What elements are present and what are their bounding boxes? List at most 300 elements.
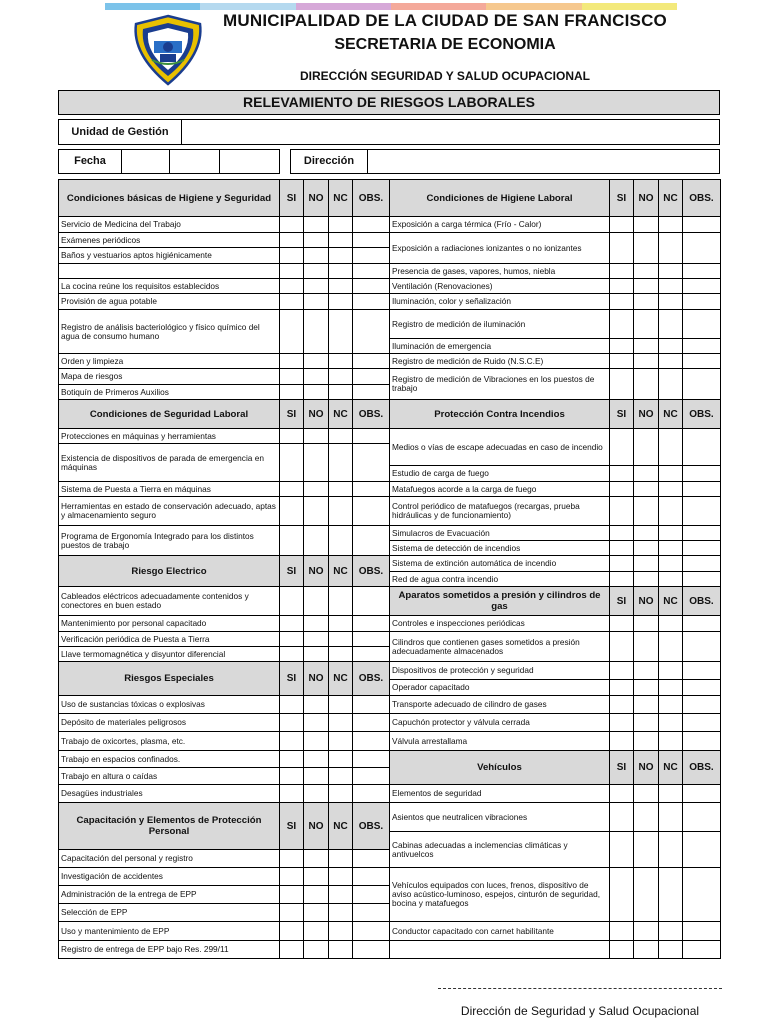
answer-cell-obs[interactable] bbox=[683, 429, 721, 466]
answer-cell-obs[interactable] bbox=[353, 768, 390, 785]
column-header-si: SI bbox=[280, 556, 304, 587]
checklist-item-left: Sistema de Puesta a Tierra en máquinas bbox=[59, 482, 280, 497]
answer-cell-si[interactable] bbox=[280, 310, 304, 354]
checklist-item-right: Registro de medición de Ruido (N.S.C.E) bbox=[390, 354, 610, 369]
answer-cell-obs[interactable] bbox=[353, 294, 390, 310]
answer-cell-si[interactable] bbox=[280, 768, 304, 785]
answer-cell-nc[interactable] bbox=[329, 850, 353, 868]
answer-cell-si[interactable] bbox=[610, 785, 634, 803]
answer-cell-si[interactable] bbox=[280, 497, 304, 526]
answer-cell-si[interactable] bbox=[610, 680, 634, 696]
answer-cell-obs[interactable] bbox=[683, 803, 721, 832]
answer-cell-obs[interactable] bbox=[353, 868, 390, 886]
answer-cell-si[interactable] bbox=[280, 714, 304, 732]
checklist-item-left: Trabajo en espacios confinados. bbox=[59, 751, 280, 768]
answer-cell-nc[interactable] bbox=[329, 369, 353, 385]
table-row bbox=[59, 868, 721, 886]
answer-cell-nc[interactable] bbox=[659, 922, 683, 941]
answer-cell-si[interactable] bbox=[280, 587, 304, 616]
answer-cell-nc[interactable] bbox=[329, 616, 353, 632]
answer-cell-nc[interactable] bbox=[329, 497, 353, 526]
answer-cell-no[interactable] bbox=[634, 294, 659, 310]
answer-cell-obs[interactable] bbox=[683, 680, 721, 696]
answer-cell-obs[interactable] bbox=[353, 941, 390, 959]
answer-cell-nc[interactable] bbox=[329, 294, 353, 310]
answer-cell-obs[interactable] bbox=[353, 922, 390, 941]
answer-cell-nc[interactable] bbox=[659, 541, 683, 556]
column-header-no: NO bbox=[304, 556, 329, 587]
answer-cell-nc[interactable] bbox=[329, 482, 353, 497]
answer-cell-nc[interactable] bbox=[329, 354, 353, 369]
answer-cell-no[interactable] bbox=[304, 647, 329, 662]
answer-cell-obs[interactable] bbox=[683, 632, 721, 662]
answer-cell-no[interactable] bbox=[304, 696, 329, 714]
table-row bbox=[59, 616, 721, 632]
answer-cell-nc[interactable] bbox=[659, 632, 683, 662]
column-header-nc: NC bbox=[329, 180, 353, 217]
answer-cell-obs[interactable] bbox=[683, 526, 721, 541]
answer-cell-obs[interactable] bbox=[683, 217, 721, 233]
answer-cell-no[interactable] bbox=[634, 696, 659, 714]
answer-cell-si[interactable] bbox=[610, 217, 634, 233]
answer-cell-no[interactable] bbox=[304, 526, 329, 556]
answer-cell-si[interactable] bbox=[280, 354, 304, 369]
checklist-item-left: Orden y limpieza bbox=[59, 354, 280, 369]
column-header-nc: NC bbox=[329, 803, 353, 850]
answer-cell-nc[interactable] bbox=[659, 556, 683, 572]
answer-cell-no[interactable] bbox=[304, 751, 329, 768]
checklist-item-left: Protecciones en máquinas y herramientas bbox=[59, 429, 280, 444]
answer-cell-si[interactable] bbox=[280, 385, 304, 400]
answer-cell-no[interactable] bbox=[634, 616, 659, 632]
answer-cell-obs[interactable] bbox=[683, 541, 721, 556]
answer-cell-obs[interactable] bbox=[353, 785, 390, 803]
answer-cell-obs[interactable] bbox=[683, 339, 721, 354]
answer-cell-obs[interactable] bbox=[353, 248, 390, 264]
answer-cell-no[interactable] bbox=[634, 354, 659, 369]
answer-cell-nc[interactable] bbox=[659, 294, 683, 310]
answer-cell-no[interactable] bbox=[304, 941, 329, 959]
column-header-obs: OBS. bbox=[353, 803, 390, 850]
answer-cell-nc[interactable] bbox=[329, 217, 353, 233]
answer-cell-nc[interactable] bbox=[659, 369, 683, 400]
answer-cell-nc[interactable] bbox=[329, 310, 353, 354]
answer-cell-si[interactable] bbox=[280, 922, 304, 941]
answer-cell-si[interactable] bbox=[610, 632, 634, 662]
answer-cell-si[interactable] bbox=[280, 632, 304, 647]
section-header-right: Aparatos sometidos a presión y cilindros de gas bbox=[390, 587, 610, 616]
date-field[interactable] bbox=[58, 149, 280, 174]
answer-cell-obs[interactable] bbox=[353, 751, 390, 768]
column-header-nc: NC bbox=[659, 400, 683, 429]
answer-cell-nc[interactable] bbox=[329, 647, 353, 662]
answer-cell-si[interactable] bbox=[280, 233, 304, 248]
answer-cell-si[interactable] bbox=[610, 662, 634, 680]
answer-cell-no[interactable] bbox=[304, 354, 329, 369]
answer-cell-no[interactable] bbox=[634, 662, 659, 680]
answer-cell-si[interactable] bbox=[610, 556, 634, 572]
answer-cell-obs[interactable] bbox=[353, 354, 390, 369]
answer-cell-nc[interactable] bbox=[659, 233, 683, 264]
answer-cell-obs[interactable] bbox=[353, 526, 390, 556]
answer-cell-si[interactable] bbox=[610, 497, 634, 526]
answer-cell-si[interactable] bbox=[280, 785, 304, 803]
answer-cell-si[interactable] bbox=[280, 482, 304, 497]
answer-cell-obs[interactable] bbox=[683, 696, 721, 714]
answer-cell-no[interactable] bbox=[634, 497, 659, 526]
checklist-item-right: Sistema de extinción automática de incendio bbox=[390, 556, 610, 572]
answer-cell-obs[interactable] bbox=[683, 354, 721, 369]
answer-cell-si[interactable] bbox=[610, 803, 634, 832]
answer-cell-no[interactable] bbox=[634, 233, 659, 264]
column-header-si: SI bbox=[610, 587, 634, 616]
column-header-no: NO bbox=[634, 400, 659, 429]
answer-cell-no[interactable] bbox=[634, 680, 659, 696]
checklist-item-left: Mapa de riesgos bbox=[59, 369, 280, 385]
answer-cell-nc[interactable] bbox=[659, 310, 683, 339]
column-header-obs: OBS. bbox=[683, 587, 721, 616]
answer-cell-no[interactable] bbox=[304, 868, 329, 886]
answer-cell-si[interactable] bbox=[280, 647, 304, 662]
answer-cell-nc[interactable] bbox=[329, 714, 353, 732]
answer-cell-no[interactable] bbox=[304, 248, 329, 264]
answer-cell-obs[interactable] bbox=[683, 497, 721, 526]
answer-cell-no[interactable] bbox=[634, 279, 659, 294]
answer-cell-nc[interactable] bbox=[659, 264, 683, 279]
answer-cell-nc[interactable] bbox=[659, 482, 683, 497]
answer-cell-nc[interactable] bbox=[659, 732, 683, 751]
answer-cell-no[interactable] bbox=[634, 482, 659, 497]
answer-cell-nc[interactable] bbox=[329, 429, 353, 444]
answer-cell-no[interactable] bbox=[304, 497, 329, 526]
answer-cell-no[interactable] bbox=[304, 732, 329, 751]
answer-cell-si[interactable] bbox=[610, 868, 634, 922]
answer-cell-obs[interactable] bbox=[683, 868, 721, 922]
answer-cell-obs[interactable] bbox=[683, 294, 721, 310]
answer-cell-nc[interactable] bbox=[329, 264, 353, 279]
answer-cell-obs[interactable] bbox=[353, 850, 390, 868]
answer-cell-si[interactable] bbox=[610, 310, 634, 339]
checklist-item-left bbox=[59, 264, 280, 279]
column-header-si: SI bbox=[610, 751, 634, 785]
answer-cell-obs[interactable] bbox=[683, 310, 721, 339]
answer-cell-obs[interactable] bbox=[683, 264, 721, 279]
answer-cell-nc[interactable] bbox=[329, 248, 353, 264]
answer-cell-obs[interactable] bbox=[683, 732, 721, 751]
answer-cell-no[interactable] bbox=[304, 217, 329, 233]
table-row bbox=[59, 526, 721, 541]
answer-cell-si[interactable] bbox=[610, 696, 634, 714]
answer-cell-obs[interactable] bbox=[353, 310, 390, 354]
table-row bbox=[59, 369, 721, 385]
answer-cell-no[interactable] bbox=[304, 444, 329, 482]
table-row bbox=[59, 785, 721, 803]
answer-cell-nc[interactable] bbox=[329, 941, 353, 959]
answer-cell-si[interactable] bbox=[610, 714, 634, 732]
answer-cell-obs[interactable] bbox=[353, 385, 390, 400]
answer-cell-no[interactable] bbox=[304, 616, 329, 632]
answer-cell-nc[interactable] bbox=[659, 279, 683, 294]
answer-cell-si[interactable] bbox=[280, 616, 304, 632]
answer-cell-no[interactable] bbox=[634, 803, 659, 832]
answer-cell-si[interactable] bbox=[280, 429, 304, 444]
checklist-item-left: Provisión de agua potable bbox=[59, 294, 280, 310]
answer-cell-nc[interactable] bbox=[329, 526, 353, 556]
answer-cell-nc[interactable] bbox=[329, 922, 353, 941]
answer-cell-obs[interactable] bbox=[353, 587, 390, 616]
column-header-si: SI bbox=[280, 662, 304, 696]
answer-cell-no[interactable] bbox=[304, 714, 329, 732]
checklist-item-left: Herramientas en estado de conservación adecuado, aptas y almacenamiento seguro bbox=[59, 497, 280, 526]
answer-cell-si[interactable] bbox=[280, 850, 304, 868]
answer-cell-si[interactable] bbox=[610, 429, 634, 466]
answer-cell-obs[interactable] bbox=[683, 279, 721, 294]
answer-cell-si[interactable] bbox=[280, 886, 304, 904]
answer-cell-nc[interactable] bbox=[659, 832, 683, 868]
answer-cell-no[interactable] bbox=[304, 279, 329, 294]
answer-cell-si[interactable] bbox=[280, 264, 304, 279]
answer-cell-no[interactable] bbox=[634, 785, 659, 803]
answer-cell-nc[interactable] bbox=[329, 632, 353, 647]
column-header-obs: OBS. bbox=[353, 662, 390, 696]
answer-cell-nc[interactable] bbox=[659, 339, 683, 354]
answer-cell-no[interactable] bbox=[304, 850, 329, 868]
answer-cell-obs[interactable] bbox=[683, 556, 721, 572]
answer-cell-no[interactable] bbox=[634, 572, 659, 587]
answer-cell-no[interactable] bbox=[304, 294, 329, 310]
answer-cell-obs[interactable] bbox=[353, 696, 390, 714]
answer-cell-nc[interactable] bbox=[659, 429, 683, 466]
date-day-cell[interactable] bbox=[121, 150, 170, 173]
answer-cell-obs[interactable] bbox=[353, 647, 390, 662]
answer-cell-no[interactable] bbox=[634, 526, 659, 541]
answer-cell-si[interactable] bbox=[280, 904, 304, 922]
answer-cell-nc[interactable] bbox=[659, 354, 683, 369]
answer-cell-no[interactable] bbox=[304, 785, 329, 803]
column-header-obs: OBS. bbox=[683, 751, 721, 785]
answer-cell-no[interactable] bbox=[634, 429, 659, 466]
answer-cell-si[interactable] bbox=[280, 526, 304, 556]
checklist-item-right: Exposición a radiaciones ionizantes o no ionizantes bbox=[390, 233, 610, 264]
answer-cell-obs[interactable] bbox=[683, 832, 721, 868]
answer-cell-nc[interactable] bbox=[659, 572, 683, 587]
answer-cell-no[interactable] bbox=[634, 339, 659, 354]
answer-cell-obs[interactable] bbox=[353, 904, 390, 922]
answer-cell-no[interactable] bbox=[304, 233, 329, 248]
answer-cell-no[interactable] bbox=[304, 429, 329, 444]
answer-cell-si[interactable] bbox=[610, 526, 634, 541]
answer-cell-no[interactable] bbox=[304, 587, 329, 616]
answer-cell-obs[interactable] bbox=[683, 922, 721, 941]
answer-cell-nc[interactable] bbox=[329, 785, 353, 803]
answer-cell-si[interactable] bbox=[610, 732, 634, 751]
answer-cell-no[interactable] bbox=[634, 714, 659, 732]
answer-cell-obs[interactable] bbox=[353, 632, 390, 647]
answer-cell-no[interactable] bbox=[304, 922, 329, 941]
answer-cell-obs[interactable] bbox=[353, 233, 390, 248]
answer-cell-no[interactable] bbox=[304, 632, 329, 647]
answer-cell-si[interactable] bbox=[610, 832, 634, 868]
answer-cell-nc[interactable] bbox=[329, 444, 353, 482]
answer-cell-obs[interactable] bbox=[353, 714, 390, 732]
section-header-left: Condiciones de Seguridad Laboral bbox=[59, 400, 280, 429]
unit-label: Unidad de Gestión bbox=[59, 120, 182, 144]
section-header-left: Riesgo Electrico bbox=[59, 556, 280, 587]
checklist-item-left: La cocina reúne los requisitos establecidos bbox=[59, 279, 280, 294]
section-header-left: Capacitación y Elementos de Protección Personal bbox=[59, 803, 280, 850]
unit-field[interactable] bbox=[58, 119, 720, 145]
stripe-segment bbox=[105, 3, 200, 10]
checklist-item-left: Investigación de accidentes bbox=[59, 868, 280, 886]
answer-cell-no[interactable] bbox=[634, 541, 659, 556]
answer-cell-nc[interactable] bbox=[329, 751, 353, 768]
answer-cell-no[interactable] bbox=[634, 922, 659, 941]
answer-cell-obs[interactable] bbox=[353, 732, 390, 751]
answer-cell-no[interactable] bbox=[304, 768, 329, 785]
answer-cell-nc[interactable] bbox=[659, 497, 683, 526]
answer-cell-nc[interactable] bbox=[329, 385, 353, 400]
answer-cell-nc[interactable] bbox=[659, 941, 683, 959]
column-header-nc: NC bbox=[659, 587, 683, 616]
checklist-item-left: Mantenimiento por personal capacitado bbox=[59, 616, 280, 632]
answer-cell-nc[interactable] bbox=[329, 233, 353, 248]
answer-cell-no[interactable] bbox=[304, 886, 329, 904]
answer-cell-obs[interactable] bbox=[683, 714, 721, 732]
answer-cell-si[interactable] bbox=[610, 264, 634, 279]
answer-cell-si[interactable] bbox=[280, 751, 304, 768]
answer-cell-no[interactable] bbox=[634, 732, 659, 751]
answer-cell-obs[interactable] bbox=[683, 941, 721, 959]
answer-cell-obs[interactable] bbox=[353, 369, 390, 385]
answer-cell-nc[interactable] bbox=[329, 732, 353, 751]
answer-cell-si[interactable] bbox=[280, 248, 304, 264]
answer-cell-si[interactable] bbox=[610, 941, 634, 959]
answer-cell-no[interactable] bbox=[304, 310, 329, 354]
answer-cell-obs[interactable] bbox=[353, 482, 390, 497]
answer-cell-nc[interactable] bbox=[659, 785, 683, 803]
answer-cell-nc[interactable] bbox=[659, 868, 683, 922]
answer-cell-obs[interactable] bbox=[353, 217, 390, 233]
answer-cell-obs[interactable] bbox=[353, 497, 390, 526]
answer-cell-nc[interactable] bbox=[659, 714, 683, 732]
answer-cell-si[interactable] bbox=[280, 941, 304, 959]
answer-cell-obs[interactable] bbox=[353, 279, 390, 294]
answer-cell-obs[interactable] bbox=[683, 482, 721, 497]
answer-cell-no[interactable] bbox=[634, 868, 659, 922]
answer-cell-obs[interactable] bbox=[683, 572, 721, 587]
secretariat-name: SECRETARIA DE ECONOMIA bbox=[334, 36, 556, 53]
checklist-item-right: Estudio de carga de fuego bbox=[390, 466, 610, 482]
answer-cell-no[interactable] bbox=[304, 482, 329, 497]
answer-cell-si[interactable] bbox=[610, 354, 634, 369]
answer-cell-si[interactable] bbox=[610, 541, 634, 556]
answer-cell-no[interactable] bbox=[634, 466, 659, 482]
address-field[interactable] bbox=[290, 149, 720, 174]
answer-cell-nc[interactable] bbox=[329, 904, 353, 922]
answer-cell-nc[interactable] bbox=[329, 587, 353, 616]
answer-cell-nc[interactable] bbox=[659, 680, 683, 696]
answer-cell-no[interactable] bbox=[634, 556, 659, 572]
answer-cell-no[interactable] bbox=[634, 941, 659, 959]
answer-cell-no[interactable] bbox=[634, 369, 659, 400]
answer-cell-nc[interactable] bbox=[329, 768, 353, 785]
answer-cell-obs[interactable] bbox=[353, 616, 390, 632]
answer-cell-no[interactable] bbox=[304, 369, 329, 385]
answer-cell-si[interactable] bbox=[280, 369, 304, 385]
answer-cell-nc[interactable] bbox=[659, 466, 683, 482]
answer-cell-nc[interactable] bbox=[659, 616, 683, 632]
answer-cell-obs[interactable] bbox=[353, 429, 390, 444]
answer-cell-si[interactable] bbox=[610, 466, 634, 482]
answer-cell-no[interactable] bbox=[304, 385, 329, 400]
answer-cell-obs[interactable] bbox=[683, 369, 721, 400]
answer-cell-nc[interactable] bbox=[659, 526, 683, 541]
answer-cell-no[interactable] bbox=[634, 832, 659, 868]
answer-cell-si[interactable] bbox=[610, 294, 634, 310]
answer-cell-obs[interactable] bbox=[683, 616, 721, 632]
answer-cell-si[interactable] bbox=[280, 444, 304, 482]
date-month-cell[interactable] bbox=[169, 150, 220, 173]
answer-cell-no[interactable] bbox=[634, 217, 659, 233]
answer-cell-no[interactable] bbox=[634, 264, 659, 279]
answer-cell-nc[interactable] bbox=[329, 696, 353, 714]
checklist-item-left: Servicio de Medicina del Trabajo bbox=[59, 217, 280, 233]
column-header-nc: NC bbox=[329, 556, 353, 587]
answer-cell-si[interactable] bbox=[280, 294, 304, 310]
table-row bbox=[59, 732, 721, 751]
answer-cell-si[interactable] bbox=[280, 732, 304, 751]
checklist-item-right: Conductor capacitado con carnet habilitante bbox=[390, 922, 610, 941]
color-stripe-bar bbox=[105, 3, 677, 10]
answer-cell-obs[interactable] bbox=[683, 662, 721, 680]
checklist-item-left: Selección de EPP bbox=[59, 904, 280, 922]
answer-cell-no[interactable] bbox=[304, 264, 329, 279]
answer-cell-nc[interactable] bbox=[329, 279, 353, 294]
answer-cell-si[interactable] bbox=[280, 696, 304, 714]
answer-cell-obs[interactable] bbox=[683, 785, 721, 803]
column-header-si: SI bbox=[280, 180, 304, 217]
answer-cell-si[interactable] bbox=[610, 369, 634, 400]
answer-cell-si[interactable] bbox=[610, 572, 634, 587]
stripe-segment bbox=[582, 3, 677, 10]
answer-cell-si[interactable] bbox=[610, 233, 634, 264]
answer-cell-obs[interactable] bbox=[683, 466, 721, 482]
answer-cell-nc[interactable] bbox=[329, 868, 353, 886]
answer-cell-si[interactable] bbox=[610, 482, 634, 497]
answer-cell-obs[interactable] bbox=[353, 886, 390, 904]
answer-cell-obs[interactable] bbox=[683, 233, 721, 264]
answer-cell-no[interactable] bbox=[304, 904, 329, 922]
answer-cell-nc[interactable] bbox=[659, 217, 683, 233]
answer-cell-si[interactable] bbox=[610, 616, 634, 632]
column-header-no: NO bbox=[304, 803, 329, 850]
answer-cell-si[interactable] bbox=[610, 279, 634, 294]
answer-cell-obs[interactable] bbox=[353, 444, 390, 482]
answer-cell-nc[interactable] bbox=[659, 803, 683, 832]
answer-cell-si[interactable] bbox=[610, 922, 634, 941]
column-header-si: SI bbox=[280, 400, 304, 429]
answer-cell-nc[interactable] bbox=[659, 696, 683, 714]
answer-cell-si[interactable] bbox=[280, 868, 304, 886]
answer-cell-si[interactable] bbox=[610, 339, 634, 354]
answer-cell-nc[interactable] bbox=[329, 886, 353, 904]
answer-cell-si[interactable] bbox=[280, 217, 304, 233]
answer-cell-si[interactable] bbox=[280, 279, 304, 294]
answer-cell-obs[interactable] bbox=[353, 264, 390, 279]
answer-cell-no[interactable] bbox=[634, 310, 659, 339]
answer-cell-nc[interactable] bbox=[659, 662, 683, 680]
answer-cell-no[interactable] bbox=[634, 632, 659, 662]
